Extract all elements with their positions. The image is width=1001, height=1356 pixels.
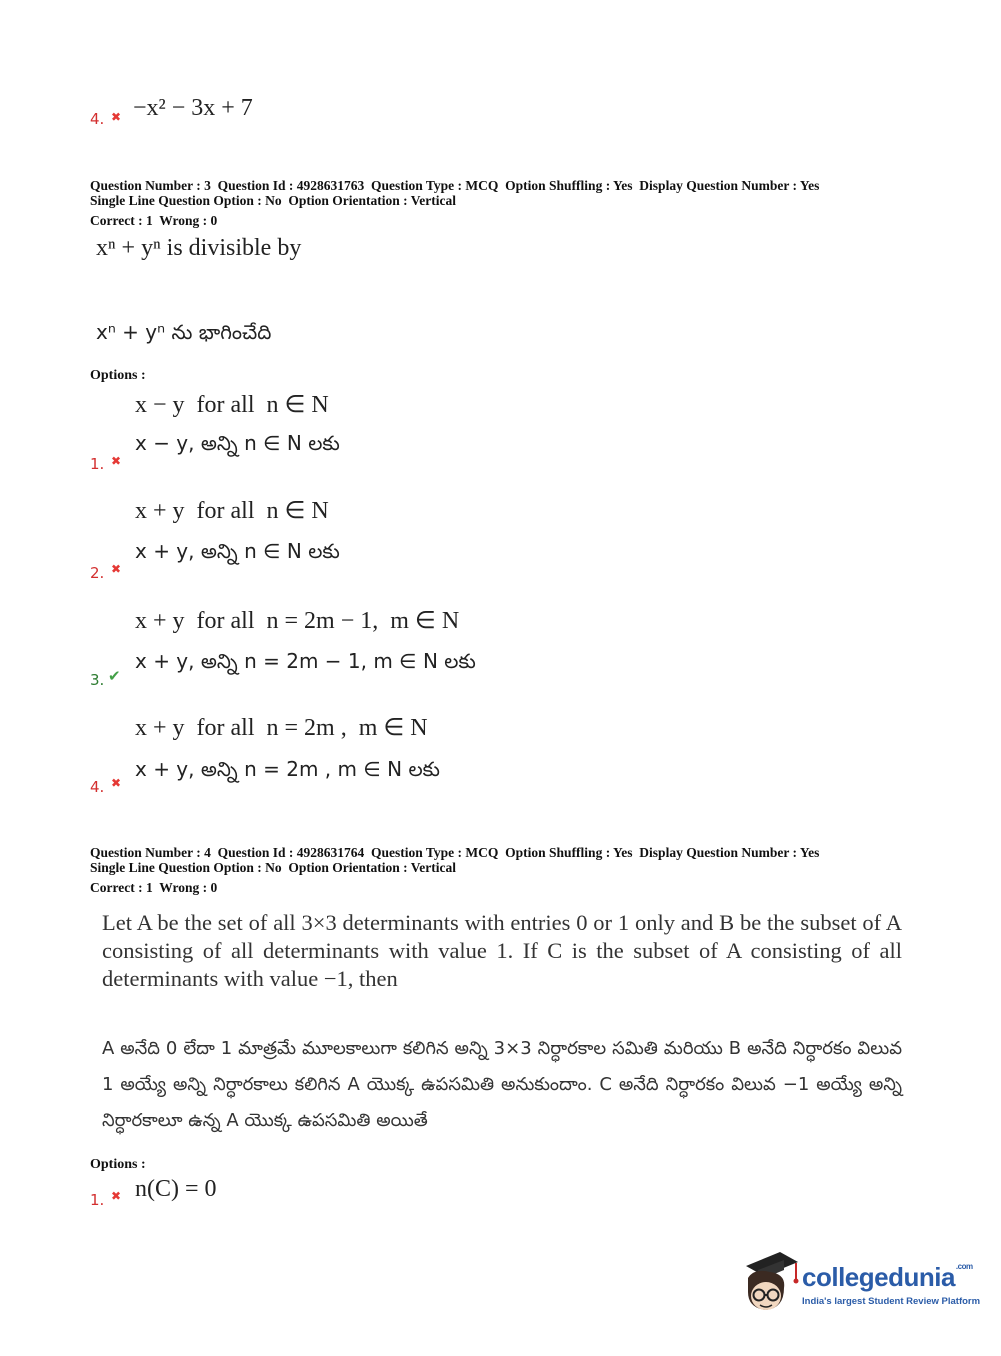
q3-option-4-te: x + y, అన్ని n = 2m , m ∈ N లకు xyxy=(135,757,440,781)
q3-options-label: Options : xyxy=(90,368,146,383)
q3-option-3-te: x + y, అన్ని n = 2m − 1, m ∈ N లకు xyxy=(135,649,476,673)
logo-suffix: .com xyxy=(955,1262,973,1271)
wrong-mark-icon: ✖ xyxy=(111,110,122,124)
logo-name: collegedunia xyxy=(802,1262,955,1292)
q3-meta-line2: Single Line Question Option : No Option Orientation : Vertical xyxy=(90,193,457,208)
q3-option-4-en: x + y for all n = 2m , m ∈ N xyxy=(135,715,428,741)
q3-option-1-en: x − y for all n ∈ N xyxy=(135,392,329,418)
correct-check-icon: ✔ xyxy=(108,667,121,685)
q4-option-1-text: n(C) = 0 xyxy=(135,1176,217,1202)
q3-option-1-te: x − y, అన్ని n ∈ N లకు xyxy=(135,431,340,455)
q4-question-en: Let A be the set of all 3×3 determinants with entries 0 or 1 only and B be the subset of A consisting of all determinants with value 1. If C is the subset of A consisting of all determinants with value −1, then xyxy=(102,910,902,991)
q3-option-1-number: 1. xyxy=(90,455,105,473)
q4-meta-line1: Question Number : 4 Question Id : 4928631764 Question Type : MCQ Option Shuffling : Yes Display Question Number : Yes xyxy=(90,845,820,860)
q3-option-4-number: 4. xyxy=(90,778,105,796)
q4-question-te: A అనేది 0 లేదా 1 మాత్రమే మూలకాలుగా కలిగిన అన్ని 3×3 నిర్ధారకాల సమితి మరియు B అనేది నిర్ధారకం విలువ 1 అయ్యే అన్ని నిర్ధారకాలు కలిగిన A యొక్క ఉపసమితి అనుకుందాం. C అనేది నిర్ధారకం విలువ −1 అయ్యే అన్ని నిర్ధారకాలూ ఉన్న A యొక్క ఉపసమితి అయితే xyxy=(102,1038,902,1131)
q3-meta-line1: Question Number : 3 Question Id : 4928631763 Question Type : MCQ Option Shuffling : Yes Display Question Number : Yes xyxy=(90,178,820,193)
q3-question-en: xⁿ + yⁿ is divisible by xyxy=(96,235,302,261)
q4-meta-line2: Single Line Question Option : No Option Orientation : Vertical xyxy=(90,860,457,875)
q3-option-2-te: x + y, అన్ని n ∈ N లకు xyxy=(135,539,340,563)
q3-option-2-number: 2. xyxy=(90,564,105,582)
mascot-icon xyxy=(740,1248,800,1318)
prev-option-4-number: 4. xyxy=(90,110,105,128)
prev-option-4-text: −x² − 3x + 7 xyxy=(133,95,253,121)
q4-option-1-number: 1. xyxy=(90,1191,105,1209)
q3-option-3-number: 3. xyxy=(90,671,105,689)
q3-question-te: xⁿ + yⁿ ను భాగించేది xyxy=(96,320,272,344)
q3-meta-line3: Correct : 1 Wrong : 0 xyxy=(90,213,218,228)
q3-option-2-en: x + y for all n ∈ N xyxy=(135,498,329,524)
wrong-mark-icon: ✖ xyxy=(111,454,122,468)
wrong-mark-icon: ✖ xyxy=(111,562,122,576)
q4-meta-line3: Correct : 1 Wrong : 0 xyxy=(90,880,218,895)
q3-option-3-en: x + y for all n = 2m − 1, m ∈ N xyxy=(135,608,460,634)
wrong-mark-icon: ✖ xyxy=(111,1189,122,1203)
q4-options-label: Options : xyxy=(90,1157,146,1172)
logo-tagline: India's largest Student Review Platform xyxy=(802,1296,981,1307)
wrong-mark-icon: ✖ xyxy=(111,776,122,790)
collegedunia-logo xyxy=(740,1248,981,1318)
